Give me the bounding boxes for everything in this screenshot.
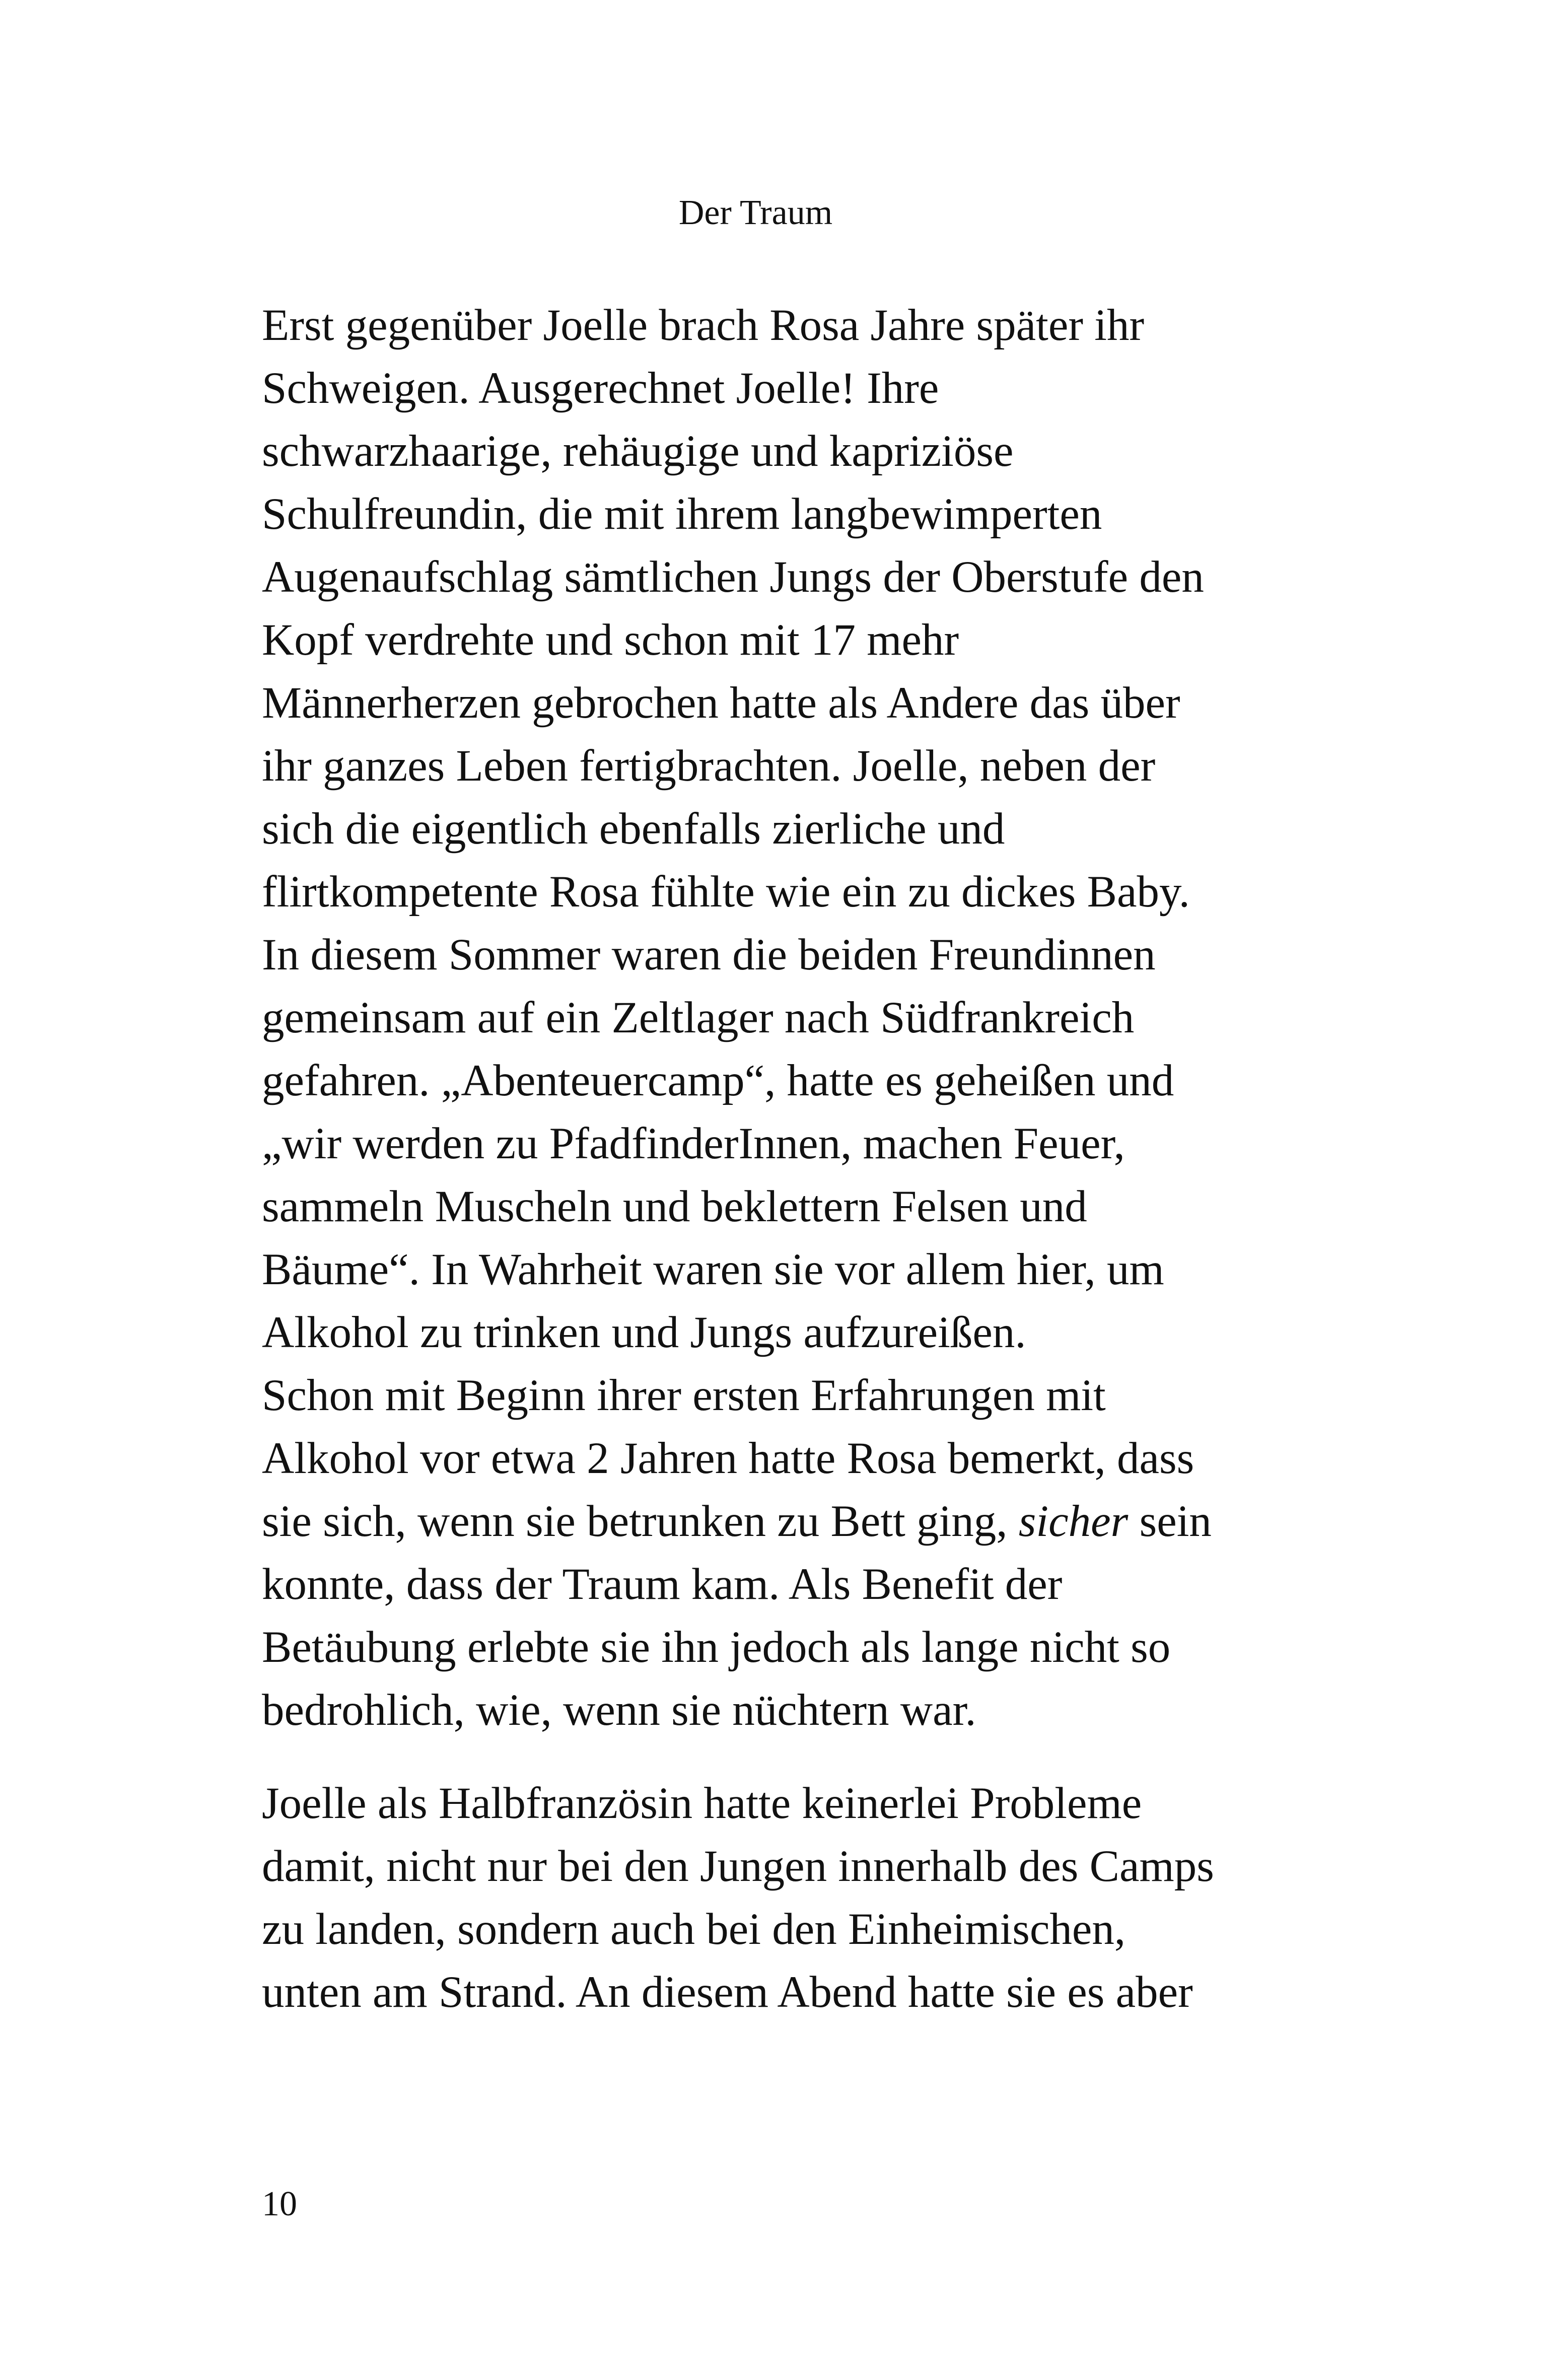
text-line: sammeln Muscheln und beklettern Felsen und: [262, 1182, 1087, 1231]
text-line: Betäubung erlebte sie ihn jedoch als lange nicht so: [262, 1623, 1171, 1672]
text-segment: sie sich, wenn sie betrunken zu Bett ging,: [262, 1497, 1019, 1546]
text-line: unten am Strand. An diesem Abend hatte sie es aber: [262, 1968, 1193, 2017]
text-line: gefahren. „Abenteuercamp“, hatte es geheißen und: [262, 1056, 1174, 1105]
text-line: Kopf verdrehte und schon mit 17 mehr: [262, 615, 959, 665]
text-line: ihr ganzes Leben fertigbrachten. Joelle, neben der: [262, 741, 1156, 791]
emphasized-word: sicher: [1018, 1497, 1129, 1546]
text-line: In diesem Sommer waren die beiden Freundinnen: [262, 930, 1156, 979]
text-line: Erst gegenüber Joelle brach Rosa Jahre später ihr: [262, 301, 1145, 350]
text-line: Schulfreundin, die mit ihrem langbewimperten: [262, 489, 1102, 539]
body-text: [262, 294, 1289, 2024]
text-line: Augenaufschlag sämtlichen Jungs der Oberstufe den: [262, 552, 1204, 602]
text-line: Männerherzen gebrochen hatte als Andere das über: [262, 678, 1180, 728]
text-line: konnte, dass der Traum kam. Als Benefit der: [262, 1560, 1063, 1609]
text-line: Schon mit Beginn ihrer ersten Erfahrungen mit: [262, 1371, 1106, 1420]
text-line: Joelle als Halbfranzösin hatte keinerlei Probleme: [262, 1779, 1142, 1828]
text-segment: sein: [1128, 1497, 1212, 1546]
text-line: Schweigen. Ausgerechnet Joelle! Ihre: [262, 364, 939, 413]
text-line: damit, nicht nur bei den Jungen innerhalb des Camps: [262, 1842, 1214, 1891]
text-line: gemeinsam auf ein Zeltlager nach Südfrankreich: [262, 993, 1135, 1042]
text-line: flirtkompetente Rosa fühlte wie ein zu dickes Baby.: [262, 867, 1190, 917]
text-line: schwarzhaarige, rehäugige und kapriziöse: [262, 427, 1014, 476]
paragraph-2: [262, 1772, 1289, 2024]
text-line: Alkohol zu trinken und Jungs aufzureißen.: [262, 1308, 1026, 1357]
text-line-with-emphasis: [262, 1490, 1289, 1553]
text-line: „wir werden zu PfadfinderInnen, machen Feuer,: [262, 1119, 1125, 1168]
text-line: Alkohol vor etwa 2 Jahren hatte Rosa bemerkt, dass: [262, 1434, 1194, 1483]
page-number: 10: [262, 2185, 297, 2223]
text-line: sich die eigentlich ebenfalls zierliche und: [262, 804, 1005, 854]
text-line: bedrohlich, wie, wenn sie nüchtern war.: [262, 1686, 976, 1735]
text-line: Bäume“. In Wahrheit waren sie vor allem hier, um: [262, 1245, 1164, 1294]
text-line: zu landen, sondern auch bei den Einheimischen,: [262, 1905, 1126, 1954]
paragraph-1: [262, 294, 1289, 1742]
running-header: Der Traum: [678, 193, 833, 232]
